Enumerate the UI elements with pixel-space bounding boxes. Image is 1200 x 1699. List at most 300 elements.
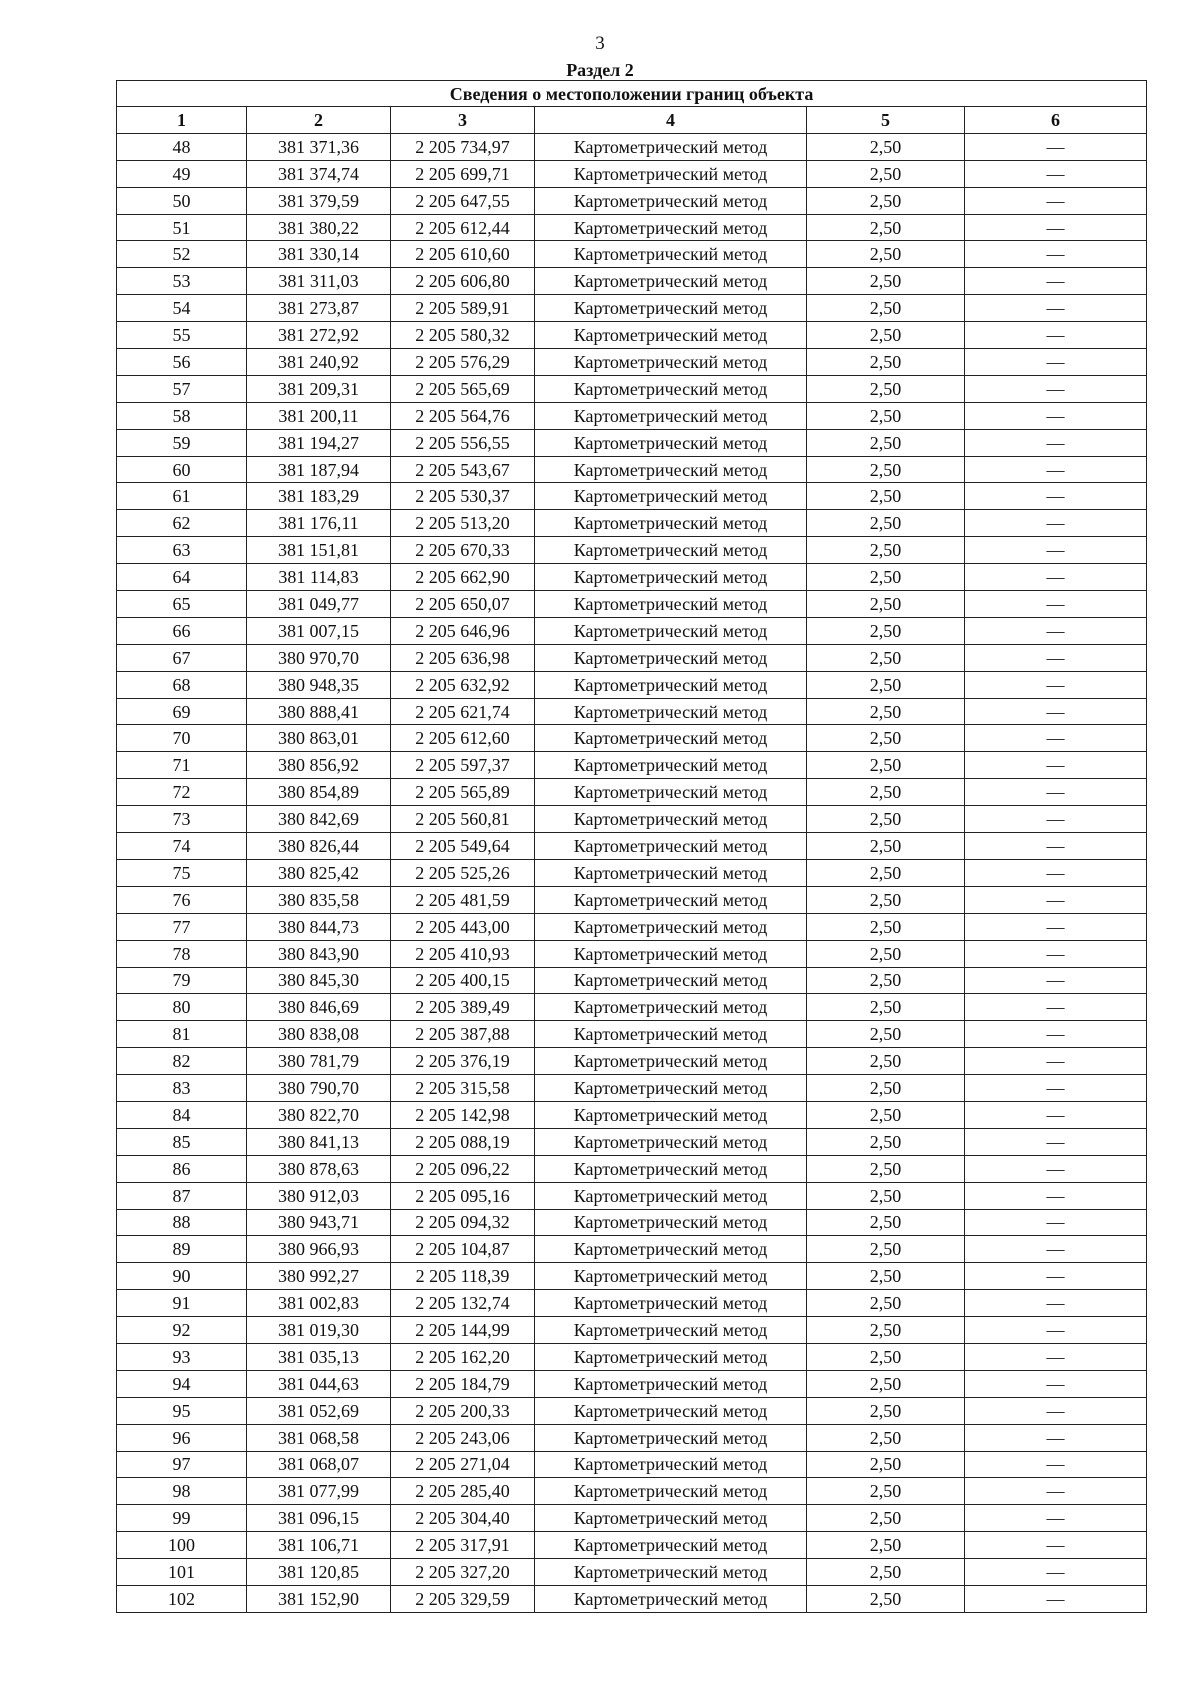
table-row [117,322,1147,349]
note-cell: — [965,1585,1147,1612]
y-coordinate-cell: 2 205 162,20 [391,1343,535,1370]
note-cell: — [965,967,1147,994]
y-coordinate-cell: 2 205 576,29 [391,349,535,376]
note-cell: — [965,537,1147,564]
point-number-cell: 78 [117,940,247,967]
y-coordinate-cell: 2 205 513,20 [391,510,535,537]
table-row [117,187,1147,214]
accuracy-cell: 2,50 [807,1585,965,1612]
x-coordinate-cell: 380 790,70 [247,1075,391,1102]
method-cell: Картометрический метод [535,1397,807,1424]
y-coordinate-cell: 2 205 650,07 [391,591,535,618]
point-number-cell: 68 [117,671,247,698]
note-cell: — [965,994,1147,1021]
table-row [117,429,1147,456]
accuracy-cell: 2,50 [807,1075,965,1102]
point-number-cell: 49 [117,160,247,187]
x-coordinate-cell: 381 068,58 [247,1424,391,1451]
note-cell: — [965,644,1147,671]
point-number-cell: 79 [117,967,247,994]
accuracy-cell: 2,50 [807,510,965,537]
accuracy-cell: 2,50 [807,859,965,886]
table-row [117,1505,1147,1532]
note-cell: — [965,1559,1147,1586]
point-number-cell: 63 [117,537,247,564]
accuracy-cell: 2,50 [807,591,965,618]
accuracy-cell: 2,50 [807,1263,965,1290]
y-coordinate-cell: 2 205 597,37 [391,752,535,779]
method-cell: Картометрический метод [535,295,807,322]
table-caption-row [117,81,1147,107]
table-row [117,214,1147,241]
y-coordinate-cell: 2 205 580,32 [391,322,535,349]
x-coordinate-cell: 381 019,30 [247,1317,391,1344]
y-coordinate-cell: 2 205 243,06 [391,1424,535,1451]
point-number-cell: 48 [117,133,247,160]
x-coordinate-cell: 381 380,22 [247,214,391,241]
note-cell: — [965,806,1147,833]
accuracy-cell: 2,50 [807,1505,965,1532]
y-coordinate-cell: 2 205 610,60 [391,241,535,268]
column-header: 3 [391,107,535,134]
note-cell: — [965,1128,1147,1155]
point-number-cell: 82 [117,1048,247,1075]
y-coordinate-cell: 2 205 376,19 [391,1048,535,1075]
table-row [117,591,1147,618]
y-coordinate-cell: 2 205 132,74 [391,1290,535,1317]
x-coordinate-cell: 380 912,03 [247,1182,391,1209]
accuracy-cell: 2,50 [807,1424,965,1451]
accuracy-cell: 2,50 [807,241,965,268]
point-number-cell: 71 [117,752,247,779]
method-cell: Картометрический метод [535,429,807,456]
method-cell: Картометрический метод [535,1370,807,1397]
note-cell: — [965,1505,1147,1532]
method-cell: Картометрический метод [535,591,807,618]
table-row [117,671,1147,698]
point-number-cell: 81 [117,1021,247,1048]
accuracy-cell: 2,50 [807,214,965,241]
table-row [117,1585,1147,1612]
method-cell: Картометрический метод [535,187,807,214]
point-number-cell: 101 [117,1559,247,1586]
method-cell: Картометрический метод [535,725,807,752]
y-coordinate-cell: 2 205 387,88 [391,1021,535,1048]
note-cell: — [965,1532,1147,1559]
note-cell: — [965,1397,1147,1424]
y-coordinate-cell: 2 205 400,15 [391,967,535,994]
method-cell: Картометрический метод [535,1048,807,1075]
x-coordinate-cell: 380 970,70 [247,644,391,671]
x-coordinate-cell: 381 209,31 [247,375,391,402]
table-row [117,913,1147,940]
x-coordinate-cell: 381 240,92 [247,349,391,376]
note-cell: — [965,1478,1147,1505]
note-cell: — [965,1048,1147,1075]
note-cell: — [965,1209,1147,1236]
y-coordinate-cell: 2 205 184,79 [391,1370,535,1397]
note-cell: — [965,833,1147,860]
accuracy-cell: 2,50 [807,671,965,698]
method-cell: Картометрический метод [535,886,807,913]
table-row [117,1263,1147,1290]
table-row [117,967,1147,994]
y-coordinate-cell: 2 205 525,26 [391,859,535,886]
x-coordinate-cell: 381 114,83 [247,564,391,591]
x-coordinate-cell: 381 077,99 [247,1478,391,1505]
accuracy-cell: 2,50 [807,1290,965,1317]
y-coordinate-cell: 2 205 646,96 [391,617,535,644]
point-number-cell: 89 [117,1236,247,1263]
accuracy-cell: 2,50 [807,779,965,806]
table-row [117,698,1147,725]
table-row [117,1048,1147,1075]
table-row [117,349,1147,376]
point-number-cell: 98 [117,1478,247,1505]
method-cell: Картометрический метод [535,1559,807,1586]
method-cell: Картометрический метод [535,1343,807,1370]
y-coordinate-cell: 2 205 530,37 [391,483,535,510]
note-cell: — [965,940,1147,967]
table-row [117,241,1147,268]
method-cell: Картометрический метод [535,510,807,537]
x-coordinate-cell: 381 044,63 [247,1370,391,1397]
table-row [117,1128,1147,1155]
note-cell: — [965,349,1147,376]
x-coordinate-cell: 381 152,90 [247,1585,391,1612]
point-number-cell: 80 [117,994,247,1021]
y-coordinate-cell: 2 205 549,64 [391,833,535,860]
point-number-cell: 73 [117,806,247,833]
y-coordinate-cell: 2 205 565,69 [391,375,535,402]
x-coordinate-cell: 380 992,27 [247,1263,391,1290]
x-coordinate-cell: 381 176,11 [247,510,391,537]
y-coordinate-cell: 2 205 317,91 [391,1532,535,1559]
method-cell: Картометрический метод [535,967,807,994]
accuracy-cell: 2,50 [807,295,965,322]
y-coordinate-cell: 2 205 565,89 [391,779,535,806]
x-coordinate-cell: 380 948,35 [247,671,391,698]
x-coordinate-cell: 381 330,14 [247,241,391,268]
column-number-row [117,107,1147,134]
note-cell: — [965,779,1147,806]
point-number-cell: 88 [117,1209,247,1236]
note-cell: — [965,1424,1147,1451]
x-coordinate-cell: 381 194,27 [247,429,391,456]
note-cell: — [965,322,1147,349]
point-number-cell: 58 [117,402,247,429]
table-body [117,133,1147,1612]
x-coordinate-cell: 381 371,36 [247,133,391,160]
point-number-cell: 77 [117,913,247,940]
table-row [117,1478,1147,1505]
note-cell: — [965,886,1147,913]
accuracy-cell: 2,50 [807,617,965,644]
note-cell: — [965,510,1147,537]
x-coordinate-cell: 381 007,15 [247,617,391,644]
y-coordinate-cell: 2 205 104,87 [391,1236,535,1263]
point-number-cell: 76 [117,886,247,913]
column-header: 6 [965,107,1147,134]
page-number: 3 [595,33,605,54]
y-coordinate-cell: 2 205 304,40 [391,1505,535,1532]
note-cell: — [965,1101,1147,1128]
note-cell: — [965,1075,1147,1102]
point-number-cell: 84 [117,1101,247,1128]
accuracy-cell: 2,50 [807,322,965,349]
point-number-cell: 50 [117,187,247,214]
accuracy-cell: 2,50 [807,1128,965,1155]
note-cell: — [965,1182,1147,1209]
method-cell: Картометрический метод [535,133,807,160]
y-coordinate-cell: 2 205 481,59 [391,886,535,913]
accuracy-cell: 2,50 [807,1155,965,1182]
note-cell: — [965,456,1147,483]
note-cell: — [965,483,1147,510]
y-coordinate-cell: 2 205 096,22 [391,1155,535,1182]
y-coordinate-cell: 2 205 094,32 [391,1209,535,1236]
table-row [117,859,1147,886]
x-coordinate-cell: 380 863,01 [247,725,391,752]
accuracy-cell: 2,50 [807,1532,965,1559]
accuracy-cell: 2,50 [807,1370,965,1397]
note-cell: — [965,913,1147,940]
table-row [117,644,1147,671]
method-cell: Картометрический метод [535,1021,807,1048]
x-coordinate-cell: 380 838,08 [247,1021,391,1048]
accuracy-cell: 2,50 [807,402,965,429]
accuracy-cell: 2,50 [807,644,965,671]
x-coordinate-cell: 381 200,11 [247,402,391,429]
note-cell: — [965,241,1147,268]
accuracy-cell: 2,50 [807,1209,965,1236]
y-coordinate-cell: 2 205 410,93 [391,940,535,967]
method-cell: Картометрический метод [535,994,807,1021]
accuracy-cell: 2,50 [807,698,965,725]
note-cell: — [965,1290,1147,1317]
point-number-cell: 70 [117,725,247,752]
point-number-cell: 95 [117,1397,247,1424]
note-cell: — [965,1021,1147,1048]
y-coordinate-cell: 2 205 564,76 [391,402,535,429]
x-coordinate-cell: 381 379,59 [247,187,391,214]
point-number-cell: 69 [117,698,247,725]
method-cell: Картометрический метод [535,671,807,698]
method-cell: Картометрический метод [535,1209,807,1236]
method-cell: Картометрический метод [535,483,807,510]
x-coordinate-cell: 380 843,90 [247,940,391,967]
accuracy-cell: 2,50 [807,160,965,187]
method-cell: Картометрический метод [535,644,807,671]
y-coordinate-cell: 2 205 556,55 [391,429,535,456]
x-coordinate-cell: 381 273,87 [247,295,391,322]
x-coordinate-cell: 381 068,07 [247,1451,391,1478]
table-row [117,483,1147,510]
accuracy-cell: 2,50 [807,268,965,295]
accuracy-cell: 2,50 [807,886,965,913]
point-number-cell: 51 [117,214,247,241]
method-cell: Картометрический метод [535,913,807,940]
column-header: 2 [247,107,391,134]
table-row [117,402,1147,429]
table-row [117,1021,1147,1048]
point-number-cell: 85 [117,1128,247,1155]
note-cell: — [965,752,1147,779]
x-coordinate-cell: 381 272,92 [247,322,391,349]
note-cell: — [965,160,1147,187]
table-row [117,752,1147,779]
x-coordinate-cell: 381 311,03 [247,268,391,295]
section-title: Раздел 2 [566,60,634,80]
column-header: 5 [807,107,965,134]
note-cell: — [965,1343,1147,1370]
x-coordinate-cell: 381 035,13 [247,1343,391,1370]
note-cell: — [965,671,1147,698]
x-coordinate-cell: 381 106,71 [247,1532,391,1559]
method-cell: Картометрический метод [535,752,807,779]
y-coordinate-cell: 2 205 699,71 [391,160,535,187]
table-row [117,1370,1147,1397]
point-number-cell: 87 [117,1182,247,1209]
method-cell: Картометрический метод [535,1532,807,1559]
note-cell: — [965,591,1147,618]
column-header: 1 [117,107,247,134]
method-cell: Картометрический метод [535,1478,807,1505]
table-row [117,833,1147,860]
x-coordinate-cell: 380 878,63 [247,1155,391,1182]
method-cell: Картометрический метод [535,1263,807,1290]
table-row [117,1155,1147,1182]
y-coordinate-cell: 2 205 095,16 [391,1182,535,1209]
x-coordinate-cell: 380 825,42 [247,859,391,886]
table-caption: Сведения о местоположении границ объекта [117,81,1147,107]
y-coordinate-cell: 2 205 200,33 [391,1397,535,1424]
y-coordinate-cell: 2 205 142,98 [391,1101,535,1128]
x-coordinate-cell: 380 822,70 [247,1101,391,1128]
y-coordinate-cell: 2 205 144,99 [391,1317,535,1344]
accuracy-cell: 2,50 [807,913,965,940]
method-cell: Картометрический метод [535,806,807,833]
y-coordinate-cell: 2 205 612,60 [391,725,535,752]
table-row [117,1236,1147,1263]
point-number-cell: 54 [117,295,247,322]
accuracy-cell: 2,50 [807,833,965,860]
table-row [117,1424,1147,1451]
point-number-cell: 83 [117,1075,247,1102]
x-coordinate-cell: 381 096,15 [247,1505,391,1532]
accuracy-cell: 2,50 [807,806,965,833]
point-number-cell: 75 [117,859,247,886]
method-cell: Картометрический метод [535,859,807,886]
method-cell: Картометрический метод [535,456,807,483]
table-row [117,1532,1147,1559]
table-row [117,160,1147,187]
x-coordinate-cell: 381 183,29 [247,483,391,510]
table-row [117,1075,1147,1102]
table-row [117,886,1147,913]
table-row [117,1209,1147,1236]
method-cell: Картометрический метод [535,214,807,241]
note-cell: — [965,617,1147,644]
y-coordinate-cell: 2 205 734,97 [391,133,535,160]
note-cell: — [965,725,1147,752]
table-row [117,510,1147,537]
method-cell: Картометрический метод [535,617,807,644]
point-number-cell: 67 [117,644,247,671]
table-row [117,779,1147,806]
point-number-cell: 62 [117,510,247,537]
y-coordinate-cell: 2 205 670,33 [391,537,535,564]
table-row [117,268,1147,295]
y-coordinate-cell: 2 205 589,91 [391,295,535,322]
note-cell: — [965,133,1147,160]
table-row [117,375,1147,402]
point-number-cell: 72 [117,779,247,806]
accuracy-cell: 2,50 [807,1236,965,1263]
y-coordinate-cell: 2 205 285,40 [391,1478,535,1505]
point-number-cell: 65 [117,591,247,618]
point-number-cell: 96 [117,1424,247,1451]
x-coordinate-cell: 381 052,69 [247,1397,391,1424]
method-cell: Картометрический метод [535,1505,807,1532]
table-row [117,1101,1147,1128]
x-coordinate-cell: 381 120,85 [247,1559,391,1586]
y-coordinate-cell: 2 205 327,20 [391,1559,535,1586]
accuracy-cell: 2,50 [807,429,965,456]
table-row [117,1559,1147,1586]
method-cell: Картометрический метод [535,349,807,376]
x-coordinate-cell: 381 187,94 [247,456,391,483]
y-coordinate-cell: 2 205 443,00 [391,913,535,940]
method-cell: Картометрический метод [535,1290,807,1317]
table-row [117,617,1147,644]
y-coordinate-cell: 2 205 647,55 [391,187,535,214]
note-cell: — [965,214,1147,241]
point-number-cell: 64 [117,564,247,591]
accuracy-cell: 2,50 [807,1048,965,1075]
accuracy-cell: 2,50 [807,1559,965,1586]
point-number-cell: 60 [117,456,247,483]
method-cell: Картометрический метод [535,1236,807,1263]
point-number-cell: 52 [117,241,247,268]
accuracy-cell: 2,50 [807,1182,965,1209]
table-row [117,1317,1147,1344]
method-cell: Картометрический метод [535,375,807,402]
table-row [117,1451,1147,1478]
y-coordinate-cell: 2 205 621,74 [391,698,535,725]
y-coordinate-cell: 2 205 118,39 [391,1263,535,1290]
note-cell: — [965,1155,1147,1182]
accuracy-cell: 2,50 [807,940,965,967]
point-number-cell: 59 [117,429,247,456]
accuracy-cell: 2,50 [807,564,965,591]
point-number-cell: 55 [117,322,247,349]
accuracy-cell: 2,50 [807,375,965,402]
y-coordinate-cell: 2 205 088,19 [391,1128,535,1155]
point-number-cell: 53 [117,268,247,295]
x-coordinate-cell: 380 844,73 [247,913,391,940]
note-cell: — [965,1236,1147,1263]
point-number-cell: 99 [117,1505,247,1532]
x-coordinate-cell: 380 826,44 [247,833,391,860]
method-cell: Картометрический метод [535,1317,807,1344]
accuracy-cell: 2,50 [807,133,965,160]
point-number-cell: 57 [117,375,247,402]
method-cell: Картометрический метод [535,402,807,429]
point-number-cell: 100 [117,1532,247,1559]
x-coordinate-cell: 381 002,83 [247,1290,391,1317]
note-cell: — [965,375,1147,402]
